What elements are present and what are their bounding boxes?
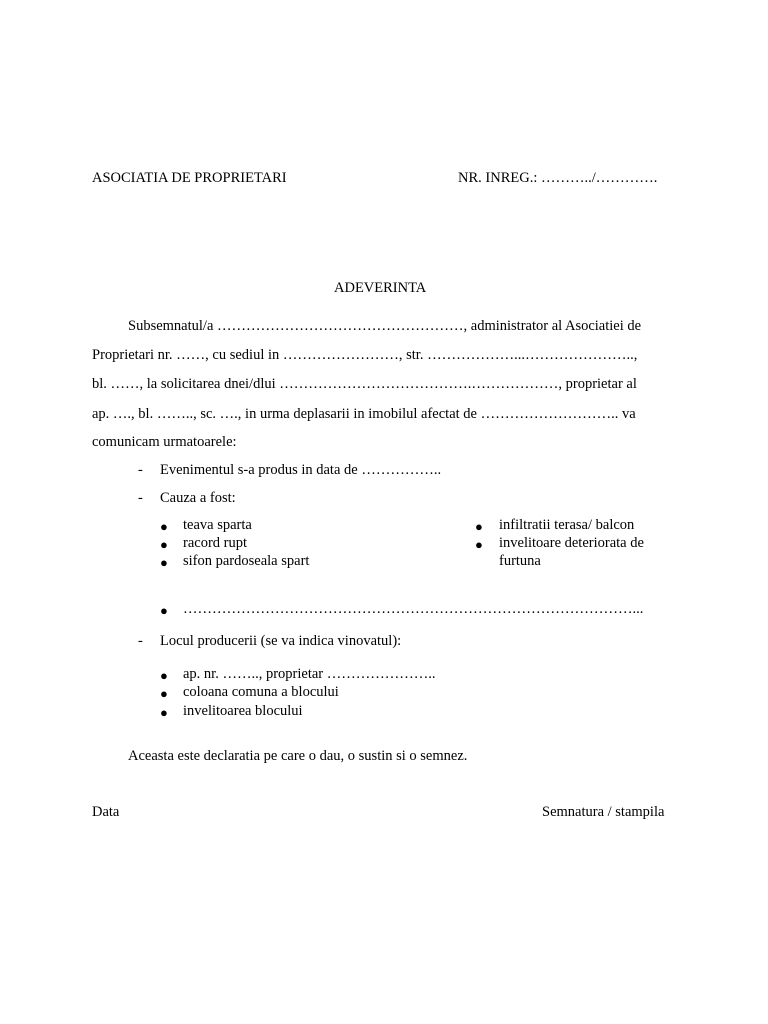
cause-item-continuation: furtuna <box>499 553 541 569</box>
bullet-icon: ● <box>160 668 168 683</box>
body-line-2: Proprietari nr. ……, cu sediul in ……………………, str. ………………...………………….., <box>92 347 638 363</box>
body-line-5: comunicam urmatoarele: <box>92 434 237 450</box>
body-line-4: ap. …., bl. …….., sc. …., in urma deplasarii in imobilul afectat de ……………………….. va <box>92 406 636 422</box>
bullet-icon: ● <box>160 519 168 534</box>
signature-label: Semnatura / stampila <box>542 804 665 820</box>
cause-item: racord rupt <box>183 535 248 551</box>
document-title: ADEVERINTA <box>334 280 427 296</box>
cause-label: Cauza a fost: <box>160 490 236 506</box>
dash-marker: - <box>138 633 143 649</box>
bullet-icon: ● <box>475 519 483 534</box>
bullet-icon: ● <box>160 555 168 570</box>
cause-item: teava sparta <box>183 517 252 533</box>
location-item: coloana comuna a blocului <box>183 684 339 700</box>
cause-item: invelitoare deteriorata de <box>499 535 644 551</box>
dash-marker: - <box>138 462 143 478</box>
location-item: ap. nr. …….., proprietar ………………….. <box>183 666 436 682</box>
bullet-icon: ● <box>160 603 168 618</box>
other-cause-line: …………………………………………………………………………………... <box>183 601 644 617</box>
date-label: Data <box>92 804 120 820</box>
body-line-1: Subsemnatul/a ……………………………………………, administrator al Asociatiei de <box>128 318 642 334</box>
association-name: ASOCIATIA DE PROPRIETARI <box>92 170 287 186</box>
declaration-text: Aceasta este declaratia pe care o dau, o sustin si o semnez. <box>128 748 468 764</box>
event-date-line: Evenimentul s-a produs in data de …………….. <box>160 462 442 478</box>
location-label: Locul producerii (se va indica vinovatul): <box>160 633 402 649</box>
location-item: invelitoarea blocului <box>183 703 303 719</box>
cause-item: infiltratii terasa/ balcon <box>499 517 635 533</box>
bullet-icon: ● <box>160 705 168 720</box>
registration-number: NR. INREG.: ………../…………. <box>458 170 658 186</box>
dash-marker: - <box>138 490 143 506</box>
bullet-icon: ● <box>160 537 168 552</box>
body-line-3: bl. ……, la solicitarea dnei/dlui ………………………………….………………, proprietar al <box>92 376 637 392</box>
bullet-icon: ● <box>160 686 168 701</box>
bullet-icon: ● <box>475 537 483 552</box>
cause-item: sifon pardoseala spart <box>183 553 310 569</box>
